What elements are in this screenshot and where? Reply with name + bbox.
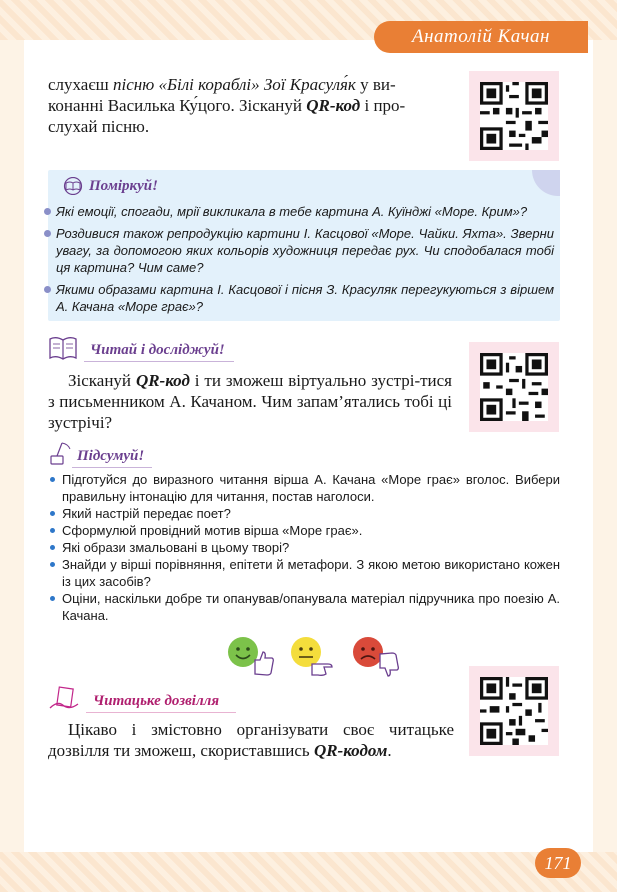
qr-code-icon [480, 82, 548, 150]
author-header-tab: Анатолій Качан [374, 21, 588, 53]
qr-code-meeting[interactable] [469, 342, 559, 432]
list-item: Якими образами картина І. Касцової і пісня З. Красуляк перегукуються з віршем А. Качана «Море грає»? [48, 281, 554, 315]
read-title: Читай і досліджуй! [90, 342, 225, 358]
think-title: Поміркуй! [89, 178, 158, 194]
think-box-corner [532, 170, 560, 196]
leisure-title-underline [86, 712, 236, 713]
read-paragraph: Зіскануй QR-код і ти зможеш віртуально зустрі-тися з письменником А. Качаном. Чим запам’ятались тобі ці зустрічі? [48, 371, 452, 432]
summary-title: Підсумуй! [77, 448, 145, 464]
happy-thumbs-up-icon[interactable] [225, 634, 275, 678]
list-item: Які образи змальовані в цьому творі? [50, 539, 560, 556]
qr-code-icon [480, 677, 548, 745]
list-item: Сформулюй провідний мотив вірша «Море грає». [50, 522, 560, 539]
sad-thumbs-down-icon[interactable] [350, 634, 400, 678]
list-item: Які емоції, спогади, мрії викликала в тебе картина А. Куїнджі «Море. Крим»? [48, 203, 554, 220]
qr-code-song[interactable] [469, 71, 559, 161]
list-item: Який настрій передає поет? [50, 505, 560, 522]
list-item: Роздивися також репродукцію картини І. Касцової «Море. Чайки. Яхта». Зверни увагу, за допомогою яких кольорів художниця передає рух. Чи сподобалася тобі ця картина? Чим саме? [48, 225, 554, 276]
inkwell-pen-icon [48, 440, 74, 466]
read-title-underline [84, 361, 234, 362]
reading-leisure-icon [48, 686, 80, 712]
list-item: Підготуйся до виразного читання вірша А. Качана «Море грає» вголос. Вибери правильну інтонацію для читання, постав наголоси. [50, 471, 560, 505]
think-questions [48, 203, 554, 315]
open-book-icon [62, 177, 84, 195]
neutral-hand-icon[interactable] [288, 634, 338, 678]
book-icon [48, 335, 78, 361]
list-item: Знайди у вірші порівняння, епітети й метафори. З якою метою використано кожен із цих засобів? [50, 556, 560, 590]
qr-code-icon [480, 353, 548, 421]
summary-title-underline [72, 467, 152, 468]
leisure-title: Читацьке дозвілля [93, 693, 220, 709]
leisure-paragraph: Цікаво і змістовно організувати своє читацьке дозвілля ти зможеш, скориставшись QR-кодом. [48, 720, 454, 760]
summary-list [50, 471, 560, 624]
bottom-ornament-band [0, 852, 617, 892]
intro-paragraph: слухаєш пісню «Білі кораблі» Зої Красуля́к у ви- конанні Василька Ку́цого. Зіскануй QR-код і про- слухай пісню. [48, 75, 406, 136]
qr-code-leisure[interactable] [469, 666, 559, 756]
list-item: Оціни, наскільки добре ти опанував/опанувала матеріал підручника про поезію А. Качана. [50, 590, 560, 624]
page-number: 171 [535, 848, 581, 878]
